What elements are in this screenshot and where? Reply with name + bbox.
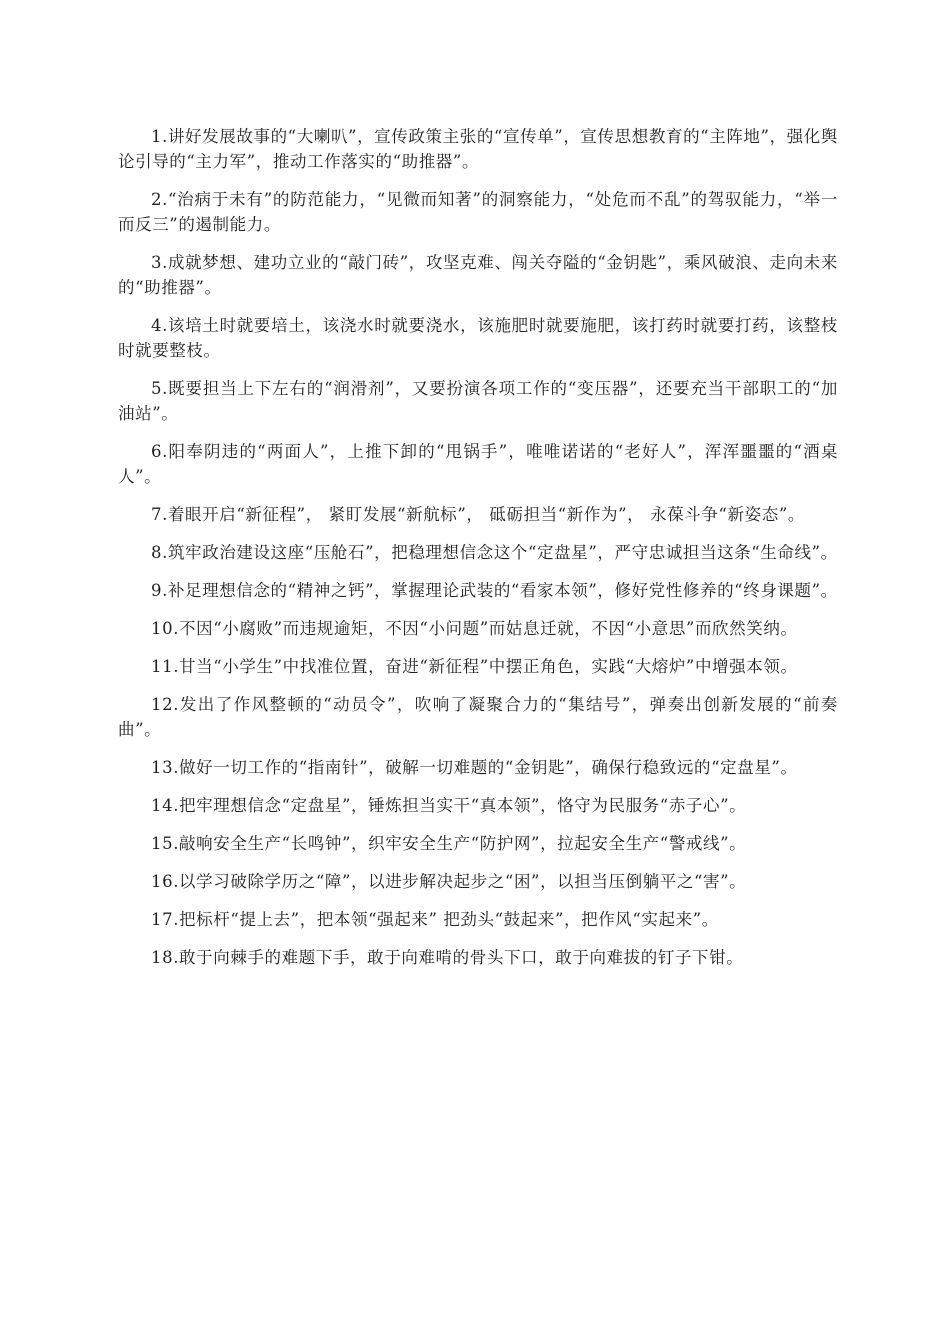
paragraph-2: 2.“治病于未有”的防范能力，“见微而知著”的洞察能力，“处危而不乱”的驾驭能力，“举一而反三”的遏制能力。 xyxy=(118,190,838,234)
paragraph-6: 6.阳奉阴违的“两面人”，上推下卸的“甩锅手”，唯唯诺诺的“老好人”，浑浑噩噩的“酒桌人”。 xyxy=(118,442,838,486)
paragraph-11: 11.甘当“小学生”中找准位置，奋进“新征程”中摆正角色，实践“大熔炉”中增强本领。 xyxy=(151,657,798,676)
paragraph-5: 5.既要担当上下左右的“润滑剂”，又要扮演各项工作的“变压器”，还要充当干部职工的“加油站”。 xyxy=(118,379,838,423)
paragraph-17: 17.把标杆“提上去”，把本领“强起来” 把劲头“鼓起来”，把作风“实起来”。 xyxy=(151,910,719,929)
paragraph-1: 1.讲好发展故事的“大喇叭”，宣传政策主张的“宣传单”，宣传思想教育的“主阵地”，强化舆论引导的“主力军”，推动工作落实的“助推器”。 xyxy=(118,127,838,171)
paragraph-7: 7.着眼开启“新征程”， 紧盯发展“新航标”， 砥砺担当“新作为”， 永葆斗争“新姿态”。 xyxy=(151,505,805,524)
paragraph-18: 18.敢于向棘手的难题下手，敢于向难啃的骨头下口，敢于向难拔的钉子下钳。 xyxy=(151,948,744,967)
document-body xyxy=(118,124,838,983)
paragraph-8: 8.筑牢政治建设这座“压舱石”，把稳理想信念这个“定盘星”，严守忠诚担当这条“生命线”。 xyxy=(151,543,838,562)
paragraph-13: 13.做好一切工作的“指南针”，破解一切难题的“金钥匙”，确保行稳致远的“定盘星”。 xyxy=(151,758,798,777)
paragraph-16: 16.以学习破除学历之“障”，以进步解决起步之“困”，以担当压倒躺平之“害”。 xyxy=(151,872,747,891)
paragraph-12: 12.发出了作风整顿的“动员令”，吹响了凝聚合力的“集结号”，弹奏出创新发展的“前奏曲”。 xyxy=(118,695,838,739)
paragraph-15: 15.敲响安全生产“长鸣钟”，织牢安全生产“防护网”，拉起安全生产“警戒线”。 xyxy=(151,834,747,853)
paragraph-10: 10.不因“小腐败”而违规逾矩，不因“小问题”而姑息迁就，不因“小意思”而欣然笑纳。 xyxy=(151,619,798,638)
paragraph-9: 9.补足理想信念的“精神之钙”，掌握理论武装的“看家本领”，修好党性修养的“终身课题”。 xyxy=(151,581,838,600)
paragraph-3: 3.成就梦想、建功立业的“敲门砖”，攻坚克难、闯关夺隘的“金钥匙”，乘风破浪、走向未来的“助推器”。 xyxy=(118,253,838,297)
paragraph-14: 14.把牢理想信念“定盘星”，锤炼担当实干“真本领”，恪守为民服务“赤子心”。 xyxy=(151,796,747,815)
paragraph-4: 4.该培土时就要培土，该浇水时就要浇水，该施肥时就要施肥，该打药时就要打药，该整枝时就要整枝。 xyxy=(118,316,838,360)
